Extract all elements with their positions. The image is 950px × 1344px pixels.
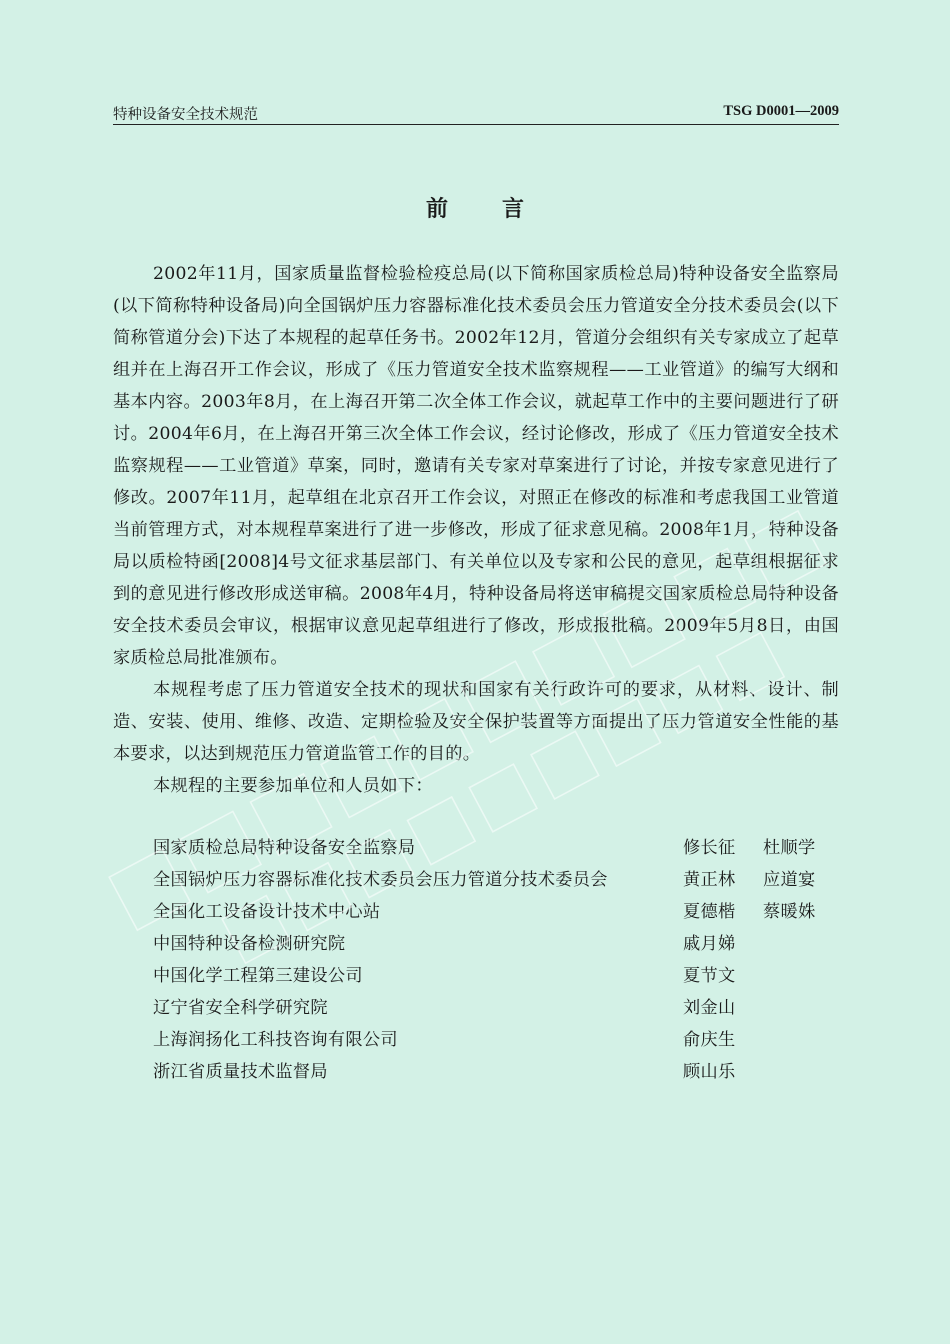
participant-row [153,832,853,864]
participant-person: 蔡暖姝 [763,902,816,922]
participant-person: 夏德楷 [683,902,736,922]
paragraph-scope: 本规程考虑了压力管道安全技术的现状和国家有关行政许可的要求，从材料、设计、制造、安装、使用、维修、改造、定期检验及安全保护装置等方面提出了压力管道安全性能的基本要求，以达到规范压力管道监管工作的目的。 [113,680,839,764]
participant-row [153,960,853,992]
page-header [113,100,839,125]
participant-row [153,1056,853,1088]
header-series-title: 特种设备安全技术规范 [113,107,258,123]
participant-person: 应道宴 [763,870,816,890]
participant-person: 俞庆生 [683,1030,736,1050]
participant-org: 全国锅炉压力容器标准化技术委员会压力管道分技术委员会 [153,870,608,890]
participant-org: 国家质检总局特种设备安全监察局 [153,838,416,858]
participant-org: 中国化学工程第三建设公司 [153,966,363,986]
participant-row [153,928,853,960]
paragraph-history: 2002年11月，国家质量监督检验检疫总局(以下简称国家质检总局)特种设备安全监察局(以下简称特种设备局)向全国锅炉压力容器标准化技术委员会压力管道安全分技术委员会(以下简称管道分会)下达了本规程的起草任务书。2002年12月，管道分会组织有关专家成立了起草组并在上海召开工作会议，形成了《压力管道安全技术监察规程——工业管道》的编写大纲和基本内容。2003年8月，在上海召开第二次全体工作会议，就起草工作中的主要问题进行了研讨。2004年6月，在上海召开第三次全体工作会议，经讨论修改，形成了《压力管道安全技术监察规程——工业管道》草案，同时，邀请有关专家对草案进行了讨论，并按专家意见进行了修改。2007年11月，起草组在北京召开工作会议，对照正在修改的标准和考虑我国工业管道当前管理方式，对本规程草案进行了进一步修改，形成了征求意见稿。2008年1月，特种设备局以质检特函[2008]4号文征求基层部门、有关单位以及专家和公民的意见，起草组根据征求到的意见进行修改形成送审稿。2008年4月，特种设备局将送审稿提交国家质检总局特种设备安全技术委员会审议，根据审议意见起草组进行了修改，形成报批稿。2009年5月8日，由国家质检总局批准颁布。 [113,264,839,668]
participant-row [153,896,853,928]
participant-org: 浙江省质量技术监督局 [153,1062,328,1082]
participant-row [153,864,853,896]
participant-org: 上海润扬化工科技咨询有限公司 [153,1030,398,1050]
participant-org: 中国特种设备检测研究院 [153,934,346,954]
participant-person: 刘金山 [683,998,736,1018]
participant-person: 杜顺学 [763,838,816,858]
participant-person: 戚月娣 [683,934,736,954]
paragraph-participants-intro: 本规程的主要参加单位和人员如下： [153,776,433,796]
participant-org: 全国化工设备设计技术中心站 [153,902,381,922]
preface-body [113,258,839,802]
participant-person: 黄正林 [683,870,736,890]
header-standard-code: TSG D0001—2009 [723,103,839,119]
section-title [0,192,950,223]
participant-org: 辽宁省安全科学研究院 [153,998,328,1018]
section-title-char-2: 言 [502,197,525,222]
participant-row [153,992,853,1024]
participant-person: 顾山乐 [683,1062,736,1082]
participant-person: 夏节文 [683,966,736,986]
section-title-char-1: 前 [425,197,448,222]
participant-row [153,1024,853,1056]
participants-list [153,832,853,1088]
participant-person: 修长征 [683,838,736,858]
